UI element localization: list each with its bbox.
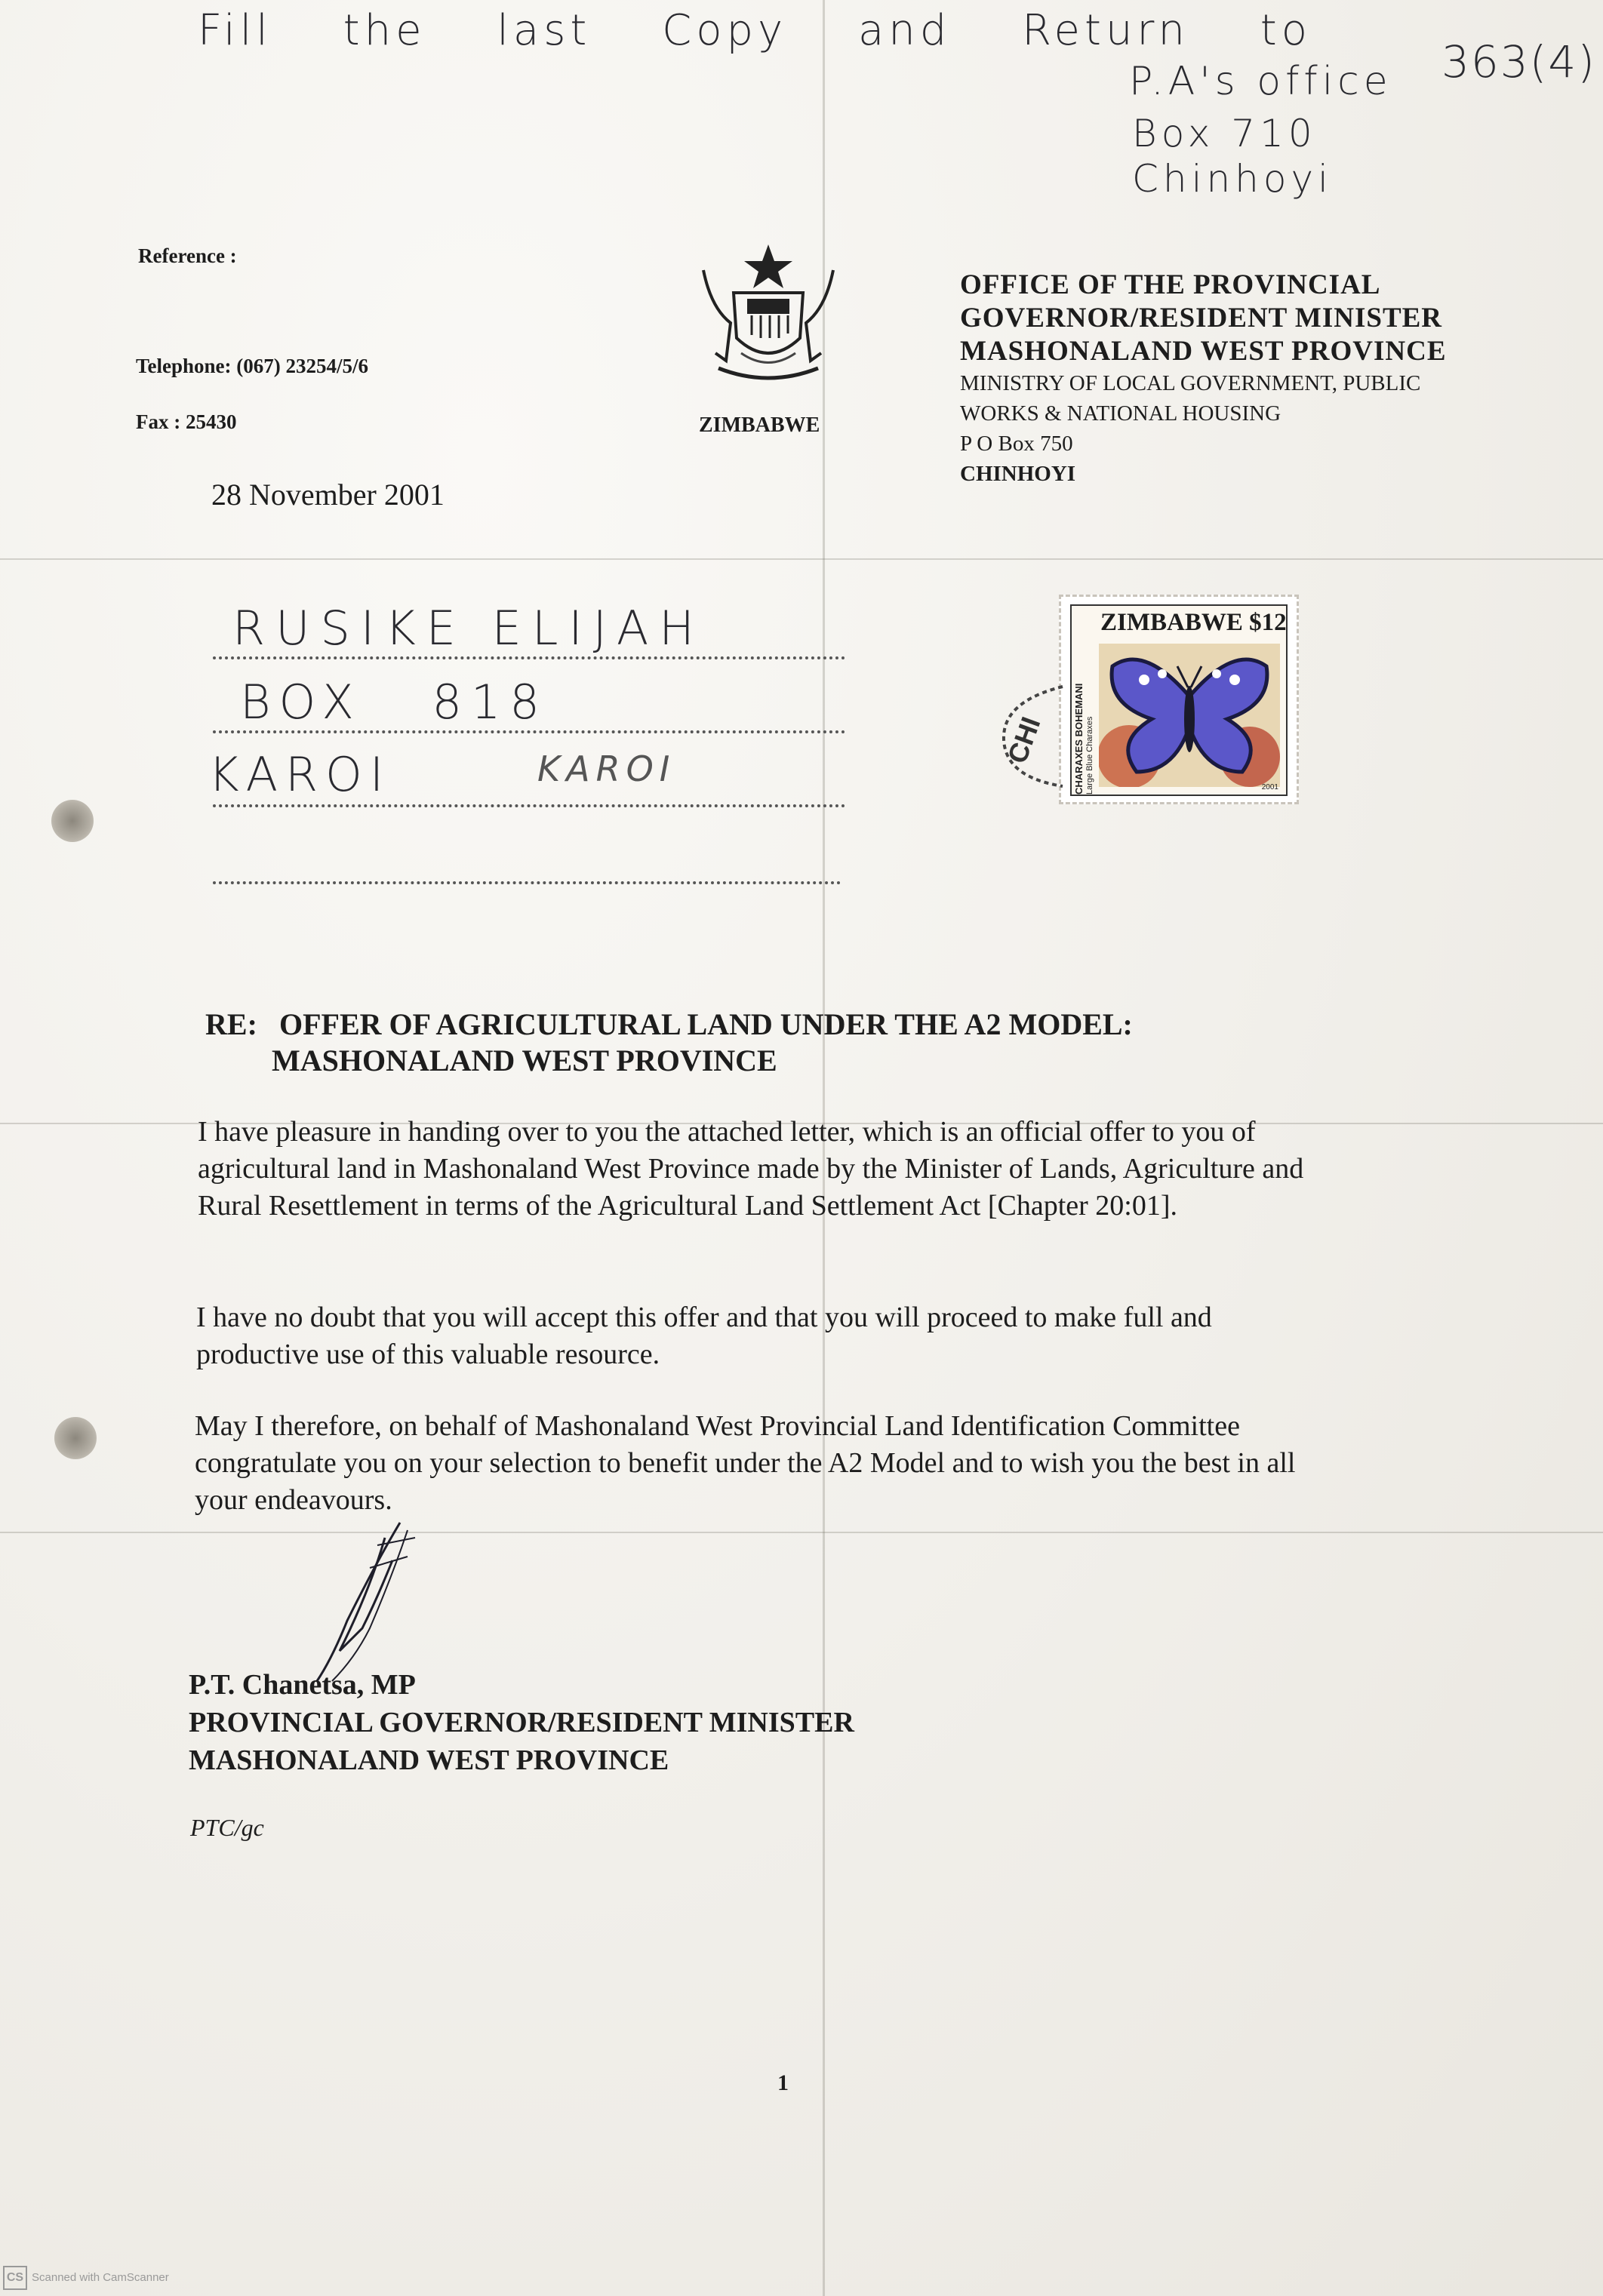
handwritten-file-number: 363(4) bbox=[1441, 36, 1596, 88]
office-line-1: OFFICE OF THE PROVINCIAL bbox=[960, 269, 1381, 300]
punch-hole-top bbox=[51, 800, 94, 842]
body-paragraph-1: I have pleasure in handing over to you the attached letter, which is an official offer to you of agricultural land in Mashonaland West Province made by the Minister of Lands, Agriculture and Rural Resettlement in terms of the Agricultural Land Settlement Act [Chapter 20:01]. bbox=[198, 1116, 1304, 1222]
coat-of-arms-label: ZIMBABWE bbox=[699, 413, 820, 437]
postmark-ring-icon bbox=[995, 679, 1070, 792]
butterfly-icon bbox=[1099, 644, 1280, 787]
postmark: CHI bbox=[1001, 712, 1047, 767]
postage-stamp bbox=[1059, 595, 1299, 804]
handwritten-town: Chinhoyi bbox=[1132, 157, 1333, 201]
scanner-footer-text: Scanned with CamScanner bbox=[32, 2270, 169, 2284]
telephone-number: Telephone: (067) 23254/5/6 bbox=[136, 355, 369, 377]
stamp-country-value: ZIMBABWE $12 bbox=[1100, 609, 1287, 636]
recipient-name: RUSIKE ELIJAH bbox=[232, 601, 705, 656]
subject-line-2: MASHONALAND WEST PROVINCE bbox=[272, 1043, 777, 1077]
office-address bbox=[960, 269, 1503, 489]
letter-date: 28 November 2001 bbox=[211, 478, 445, 512]
handwritten-pa-office: P.A's office bbox=[1129, 59, 1392, 104]
stamp-species: CHARAXES BOHEMANI bbox=[1073, 683, 1085, 795]
fold-line-horizontal-1 bbox=[0, 558, 1603, 560]
page-number: 1 bbox=[777, 2070, 789, 2095]
reference-initials: PTC/gc bbox=[190, 1814, 264, 1841]
scanner-footer bbox=[3, 2266, 169, 2290]
stamp-common-name: Large Blue Charaxes bbox=[1085, 716, 1094, 795]
office-line-6: P O Box 750 bbox=[960, 432, 1073, 456]
address-line-2 bbox=[213, 730, 845, 733]
office-line-3: MASHONALAND WEST PROVINCE bbox=[960, 336, 1447, 367]
office-line-7: CHINHOYI bbox=[960, 462, 1076, 486]
handwritten-instruction: Fill the last Copy and Return to bbox=[198, 6, 1312, 55]
stamp-frame bbox=[1070, 604, 1288, 796]
recipient-box: BOX 818 bbox=[240, 675, 549, 730]
signatory-title: PROVINCIAL GOVERNOR/RESIDENT MINISTER bbox=[189, 1707, 854, 1738]
signatory-province: MASHONALAND WEST PROVINCE bbox=[189, 1744, 669, 1776]
office-line-4: MINISTRY OF LOCAL GOVERNMENT, PUBLIC bbox=[960, 371, 1421, 395]
fold-line-horizontal-3 bbox=[0, 1532, 1603, 1533]
body-paragraph-2: I have no doubt that you will accept this offer and that you will proceed to make full and productive use of this valuable resource. bbox=[196, 1302, 1212, 1370]
address-line-4 bbox=[213, 881, 841, 884]
subject-prefix: RE: bbox=[205, 1007, 257, 1041]
office-line-2: GOVERNOR/RESIDENT MINISTER bbox=[960, 303, 1443, 333]
office-line-5: WORKS & NATIONAL HOUSING bbox=[960, 401, 1281, 426]
address-line-1 bbox=[213, 656, 845, 659]
zimbabwe-coat-of-arms-icon bbox=[688, 240, 848, 391]
subject-line-1: OFFER OF AGRICULTURAL LAND UNDER THE A2 MODEL: bbox=[279, 1007, 1133, 1041]
signatory-name: P.T. Chanetsa, MP bbox=[189, 1669, 416, 1701]
stamp-year: 2001 bbox=[1261, 783, 1278, 791]
punch-hole-bottom bbox=[54, 1417, 97, 1459]
camscanner-logo-icon: CS bbox=[3, 2266, 27, 2290]
signatory-block bbox=[189, 1666, 854, 1779]
address-line-3 bbox=[213, 804, 845, 807]
reference-label: Reference : bbox=[138, 244, 237, 267]
fax-number: Fax : 25430 bbox=[136, 410, 237, 433]
handwritten-box: Box 710 bbox=[1132, 112, 1317, 155]
recipient-town: KAROI bbox=[208, 747, 392, 802]
body-paragraph-3: May I therefore, on behalf of Mashonaland West Provincial Land Identification Committee congratulate you on your selection to benefit under the A2 Model and to wish you the best in all your endeavours. bbox=[195, 1410, 1296, 1516]
signature-scribble-icon bbox=[287, 1515, 423, 1689]
recipient-town-repeat: KAROI bbox=[537, 748, 676, 789]
